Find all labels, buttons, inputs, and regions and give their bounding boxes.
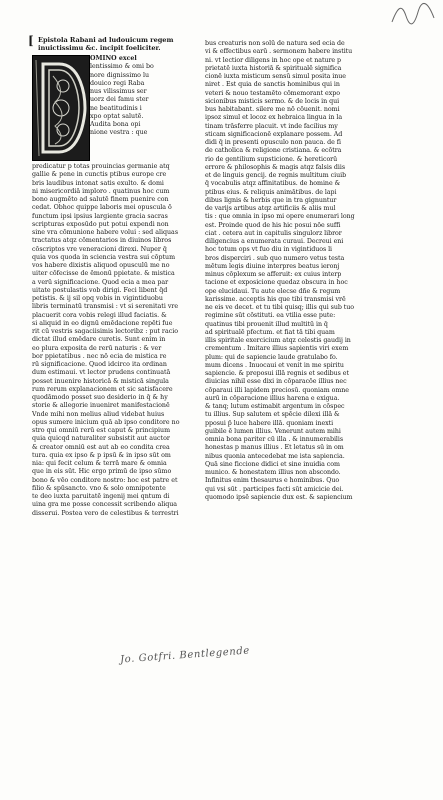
initial-text-block xyxy=(90,55,210,138)
text-line: petistis. & ij sil opq vobis in vigintiduobu xyxy=(32,295,163,302)
text-line: functum ipsi ipsius largiente gracia sacras xyxy=(32,212,168,220)
text-line: & tanq; lutum estimabit argentum in cōspec xyxy=(205,403,345,410)
left-column xyxy=(32,163,202,518)
text-line: prietatē iuxta historiā & spiritualē significa xyxy=(205,64,342,72)
text-line: nia: qui fecit celum & terrā mare & omnia xyxy=(32,460,167,467)
text-line: mētum legis diuine interpres beatus ieronj xyxy=(205,262,340,270)
text-line: nibus quonia antecedebat me ista sapiencia. xyxy=(205,452,345,460)
heading-bracket: [ xyxy=(28,34,34,48)
text-line: tractatus atqz cōmentarios in diuinos libros xyxy=(32,237,172,245)
text-line: quatinus tibi prouenit illud multitū in q̄ xyxy=(205,320,328,328)
text-line: bus habitabant. silere me nō cōuenit. nomi xyxy=(205,106,340,113)
text-line: ni misericordiā imploro . quatinus hoc cum xyxy=(32,187,170,195)
text-line: honestas p manus illius . Et letatus sū in om xyxy=(205,444,344,452)
text-line: libris terminatū transmisi : vt si serenitati vre xyxy=(32,303,179,311)
text-line: Quā sine ficcione didici et sine inuidia com xyxy=(205,460,340,468)
right-column xyxy=(205,40,377,502)
text-line: Infinitus enim thesaurus e hominibus. Quo xyxy=(205,477,340,485)
text-line: storie & allegorie inueniret manifestacionē xyxy=(32,402,170,410)
text-line: predicatur p totas prouincias germanie atq xyxy=(32,163,170,170)
text-line: q̄ vocabulis atqz affinitatibus. de homine & xyxy=(205,180,341,188)
text-line: que in eis sūt. Hic ergo primū de ipso sūmo xyxy=(32,468,172,476)
text-line: eo plura exposita de rerū naturis : & ver xyxy=(32,344,162,352)
text-line: cionē iuxta misticum sensū simul posita inue xyxy=(205,73,346,80)
text-line: tacione et exposicione quedaz obscura in hoc xyxy=(205,279,348,287)
initial-line: OMINO excel xyxy=(90,55,137,62)
text-line: tinam trāsferre placuit. vt inde facilius my xyxy=(205,122,338,130)
text-line: te deo iuxta paruitatē ingenij mei qntum di xyxy=(32,493,170,500)
text-line: dibus lignis & herbis que in tra gignuntur xyxy=(205,196,337,204)
text-line: bros disperciri . sub quo numero vetus testa xyxy=(205,254,345,262)
text-line: regimine sūt cōstituti. ea vtilia esse pute: xyxy=(205,312,336,320)
text-line: vi & effectibus earū . sermonem habere institu xyxy=(205,48,353,56)
text-line: pposui p̄ luce habere illā. quoniam inexti xyxy=(205,419,334,427)
initial-line: ne beatitudinis i xyxy=(90,104,142,112)
text-line: quia vos quoda in sciencia vestra sui cōptum xyxy=(32,253,176,261)
text-line: rit cū vestris sagaciisimis lectoribz : put racio xyxy=(32,328,179,335)
text-line: rum rerum explanacionem et sic satisfacere xyxy=(32,385,173,393)
text-line: & creator omniū est aut ab eo condita crea xyxy=(32,443,170,451)
text-line: aurū in cōparacione illius harena e exigua. xyxy=(205,394,340,402)
text-line: tura. quia ex ipso & p ipsū & in ipso sūt om xyxy=(32,451,171,459)
text-line: quomodo ipsē sapiencie dux est. & sapiencium xyxy=(205,493,353,501)
text-line: sine vra cōmunione habere volui : sed aliquas xyxy=(32,229,179,236)
text-line: omnia bona pariter cū illa . & innumerabilis xyxy=(205,436,344,443)
text-line: ni. vt lectior diligens in hoc ope et nature p xyxy=(205,56,342,64)
text-line: scripturas exposūdo put potui expendi non xyxy=(32,220,169,228)
text-line: vos habere dixistis aliquod opusculū me no xyxy=(32,262,170,269)
text-line: placuerit cora vobis relegi illud faciatis. & xyxy=(32,311,167,319)
text-line: a verū significacione. Quod ecia a mea par xyxy=(32,278,169,286)
initial-line: Audita bona opi xyxy=(90,121,141,128)
initial-line: nione vestra : que xyxy=(90,129,148,137)
text-line: ad spiritualē pfectum. et fiat tā tibi quam xyxy=(205,328,335,336)
text-line: bono & vēo conditore nostro: hoc est patre et xyxy=(32,476,178,484)
text-line: ipsoz simul et locoz ex hebraica lingua in la xyxy=(205,114,343,122)
text-line: niret . Est quia de sanctis hominibus qui in xyxy=(205,81,340,89)
text-line: crementum . Imitare illius sapientis viri exem xyxy=(205,345,349,353)
text-line: uitate postulastis vob dirigi. Feci libent q̄d xyxy=(32,286,168,294)
text-line: uina gra me posse concessit scribendo aliqua xyxy=(32,501,178,509)
initial-line: uorz dei famu ster xyxy=(90,96,149,104)
text-line: guibile ē lumen illius. Venerunt autem mihi xyxy=(205,427,341,435)
text-line: hoc totum ops vt fuo diu in vigintiduos li xyxy=(205,246,333,254)
heading-line-2: inuictissimu &c. incipit foeliciter. xyxy=(38,44,161,53)
text-line: ne eis ve decet. et tu tibi quisq; illis qui sub tuo xyxy=(205,304,354,311)
text-line: ciat . cetera aut in capitulis singulorz libror xyxy=(205,229,342,237)
text-line: rū significacione. Quod idcirco ita ordinan xyxy=(32,361,167,368)
text-line: sticam significacionē explanare possem. Ad xyxy=(205,130,343,138)
text-line: sapiencie. & preposui illā regnis et sedibus et xyxy=(205,370,349,377)
handwritten-signature: Jo. Gotfri. Bentlegende xyxy=(119,645,251,666)
text-line: cōscriptos vre veneracioni direxi. Nuper q̄ xyxy=(32,245,167,253)
text-line: quia quicqd naturaliter subsistit aut auctor xyxy=(32,435,170,443)
text-line: bris laudibus intonat satis exulto. & domi xyxy=(32,179,164,187)
text-line: dictat illud emēdare curetis. Sunt enim in xyxy=(32,336,166,344)
margin-note-scrawl xyxy=(388,0,438,30)
text-line: illis spiritale exercicium atqz celestis gaudij in xyxy=(205,337,351,344)
text-line: bor ppietatibus . nec nō ecia de mistica re xyxy=(32,352,167,360)
text-line: sicionibus misticis sermo. & de locis in qui xyxy=(205,97,340,105)
text-line: veteri & nouo testamēto cōmemorant expo xyxy=(205,89,340,97)
text-line: gallie & pene in cunctis ptibus europe cre xyxy=(32,171,167,179)
text-line: plum: qui de sapiencie laude gratulabo fo. xyxy=(205,353,338,361)
text-line: tis : que omnia in ipso mi opere enumerari long xyxy=(205,213,355,221)
text-line: quodāmodo posset suo desiderio in q̄ & hy xyxy=(32,394,168,401)
initial-line: lentissimo & omi bo xyxy=(90,63,154,71)
text-line: si aliquid in eo dignū emēdacione repēti fue xyxy=(32,319,173,327)
text-line: rio de gentilium supsticione. & hereticorū xyxy=(205,155,338,163)
text-line: uiter cōfecisse de ēmonū ppietate. & mistica xyxy=(32,270,175,278)
text-line: ptibus eius. & reliquis animātibus. de lapi xyxy=(205,188,337,196)
text-line: de catholica & religione cristiana. & ecōtra xyxy=(205,147,342,155)
text-line: mum dicens . Inuocaui et venit in me spiritu xyxy=(205,361,344,369)
initial-line: nore dignissimo lu xyxy=(90,71,150,79)
text-line: ope elucidaui. Tu aute elecse dñe & regum xyxy=(205,287,341,295)
text-line: disserui. Postea vero de celestibus & terrestri xyxy=(32,509,179,517)
text-line: est. Proinde quod de his hic posui nōe suffi xyxy=(205,221,341,229)
text-line: bus creaturis non solū de natura sed ecia de xyxy=(205,40,345,47)
initial-line: douico regi Raba xyxy=(90,79,145,87)
initial-line: nus vilissimus ser xyxy=(90,88,147,95)
text-line: minus cōplexum se afferuit: ex cuius interp xyxy=(205,271,342,278)
decorated-initial-d xyxy=(32,55,90,161)
text-line: cedat. Obhoc quippe laboris mei opuscula ō xyxy=(32,204,172,212)
text-line: errore & philosophis & magis atqz falsis diis xyxy=(205,163,346,171)
text-line: dum estimaui. vt lector prudens continuatā xyxy=(32,369,171,377)
text-line: posset inuenire historicā & misticā singula xyxy=(32,377,169,385)
text-line: de varijs artibus atqz artificiis & aliis mul xyxy=(205,205,336,212)
heading-block xyxy=(38,36,208,53)
heading-line-1: Epistola Rabani ad ludouicum regem xyxy=(38,36,174,44)
text-line: karissime. acceptis his que tibi transmisi vrē xyxy=(205,295,346,303)
text-line: qui vsi sūt . participes facti sūt amicicie dei. xyxy=(205,485,344,493)
text-line: filio & spūsancto. vno & solo omnipotente xyxy=(32,484,166,492)
text-line: munico. & honestatem illius non abscondo. xyxy=(205,469,341,476)
text-line: et de linguis gencij. de regnis multitum ciuib xyxy=(205,172,347,179)
text-line: tu illius. Sup salutem et spēcie dilexi illā & xyxy=(205,411,340,419)
text-line: didi q̄ in presenti opusculo non pauca. de fi xyxy=(205,139,341,146)
text-line: stro qui omniū rerū est caput & principium xyxy=(32,427,171,434)
text-line: opus sumere inicium quā ab ipso conditore no xyxy=(32,418,180,426)
text-line: diuicias nihil esse dixi in cōparacōe illius nec xyxy=(205,378,347,386)
text-line: diligencius a enumerata curaui. Decreui eni xyxy=(205,238,344,245)
initial-line: xpo optat salutē. xyxy=(90,112,144,120)
text-line: bono augmēto ad salutē finem puenire con xyxy=(32,196,169,203)
text-line: cōparaui illi lapidem preciosū. quoniam omne xyxy=(205,386,349,394)
text-line: Vnde mihi non melius aliud videbat huius xyxy=(32,410,165,418)
